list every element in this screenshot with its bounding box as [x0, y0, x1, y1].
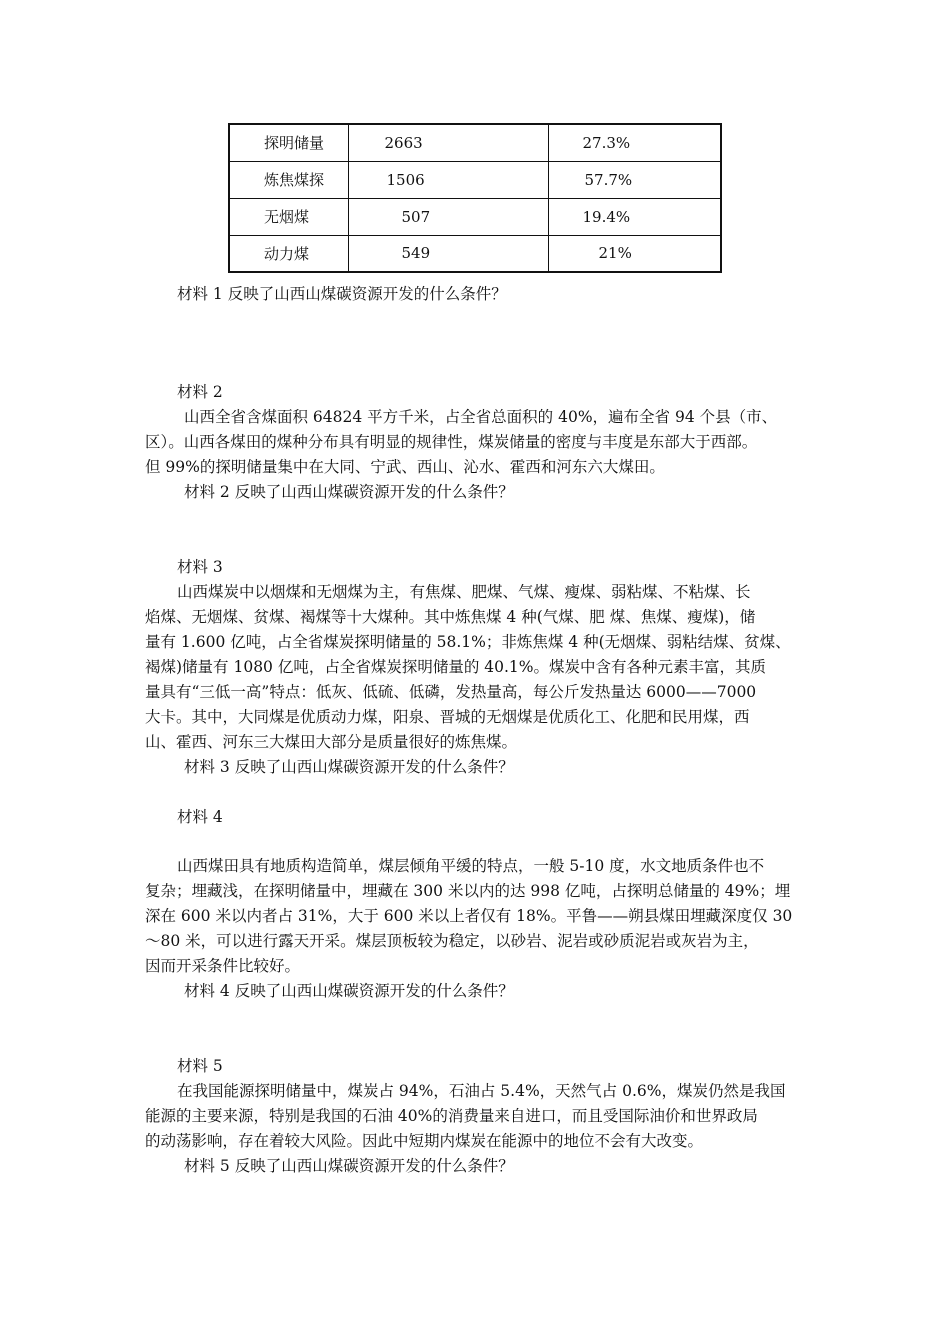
row-percent: 27.3% — [548, 124, 721, 161]
material-5-line: 能源的主要来源，特别是我国的石油 40%的消费量来自进口，而且受国际油价和世界政局 — [145, 1107, 758, 1125]
row-percent: 19.4% — [548, 198, 721, 235]
row-name: 炼焦煤探 — [229, 161, 348, 198]
material-3-line: 山、霍西、河东三大煤田大部分是质量很好的炼焦煤。 — [145, 733, 518, 751]
coal-reserves-table — [228, 123, 722, 273]
material-2-line: 区）。山西各煤田的煤种分布具有明显的规律性，煤炭储量的密度与丰度是东部大于西部。 — [145, 433, 758, 451]
question-2: 材料 2 反映了山西山煤碳资源开发的什么条件？ — [184, 483, 514, 501]
material-3-line: 褐煤)储量有 1080 亿吨，占全省煤炭探明储量的 40.1%。煤炭中含有各种元素丰富，其质 — [145, 658, 767, 676]
row-percent: 21% — [548, 235, 721, 272]
table-row — [229, 161, 721, 198]
material-2-line: 但 99%的探明储量集中在大同、宁武、西山、沁水、霍西和河东六大煤田。 — [145, 458, 665, 476]
material-3-line: 山西煤炭中以烟煤和无烟煤为主，有焦煤、肥煤、气煤、瘦煤、弱粘煤、不粘煤、长 — [177, 583, 751, 601]
row-name: 动力煤 — [229, 235, 348, 272]
material-4-line: ～80 米，可以进行露天开采。煤层顶板较为稳定，以砂岩、泥岩或砂质泥岩或灰岩为主， — [145, 932, 759, 950]
row-amount: 507 — [348, 198, 548, 235]
material-4-line: 复杂；埋藏浅，在探明储量中，埋藏在 300 米以内的达 998 亿吨，占探明总储量的 49%；埋 — [145, 882, 791, 900]
row-percent: 57.7% — [548, 161, 721, 198]
material-2-line: 山西全省含煤面积 64824 平方千米，占全省总面积的 40%，遍布全省 94 个县（市、 — [184, 408, 778, 426]
material-3-line: 焰煤、无烟煤、贫煤、褐煤等十大煤种。其中炼焦煤 4 种(气煤、肥 煤、焦煤、瘦煤)，储 — [145, 608, 756, 626]
material-5-title: 材料 5 — [177, 1057, 223, 1075]
material-5-line: 的动荡影响，存在着较大风险。因此中短期内煤炭在能源中的地位不会有大改变。 — [145, 1132, 704, 1150]
material-4-line: 深在 600 米以内者占 31%，大于 600 米以上者仅有 18%。平鲁——朔县煤田埋藏深度仅 30 — [145, 907, 793, 925]
row-amount: 549 — [348, 235, 548, 272]
row-name: 无烟煤 — [229, 198, 348, 235]
material-2-title: 材料 2 — [177, 383, 223, 401]
question-4: 材料 4 反映了山西山煤碳资源开发的什么条件？ — [184, 982, 514, 1000]
row-amount: 1506 — [348, 161, 548, 198]
material-3-line: 量有 1.600 亿吨，占全省煤炭探明储量的 58.1%；非炼焦煤 4 种(无烟煤、弱粘结煤、贫煤、 — [145, 633, 791, 651]
table-row — [229, 235, 721, 272]
material-3-line: 大卡。其中，大同煤是优质动力煤，阳泉、晋城的无烟煤是优质化工、化肥和民用煤，西 — [145, 708, 750, 726]
question-3: 材料 3 反映了山西山煤碳资源开发的什么条件？ — [184, 758, 514, 776]
table-row — [229, 198, 721, 235]
material-4-line: 因而开采条件比较好。 — [145, 957, 301, 975]
question-1: 材料 1 反映了山西山煤碳资源开发的什么条件？ — [177, 285, 507, 303]
material-3-title: 材料 3 — [177, 558, 223, 576]
material-5-line: 在我国能源探明储量中，煤炭占 94%，石油占 5.4%，天然气占 0.6%，煤炭仍然是我国 — [177, 1082, 786, 1100]
row-name: 探明储量 — [229, 124, 348, 161]
material-3-line: 量具有“三低一高”特点：低灰、低硫、低磷，发热量高，每公斤发热量达 6000——7000 — [145, 683, 757, 701]
table-row — [229, 124, 721, 161]
material-4-title: 材料 4 — [177, 808, 223, 826]
question-5: 材料 5 反映了山西山煤碳资源开发的什么条件？ — [184, 1157, 514, 1175]
row-amount: 2663 — [348, 124, 548, 161]
material-4-line: 山西煤田具有地质构造简单，煤层倾角平缓的特点，一般 5-10 度，水文地质条件也不 — [177, 857, 765, 875]
